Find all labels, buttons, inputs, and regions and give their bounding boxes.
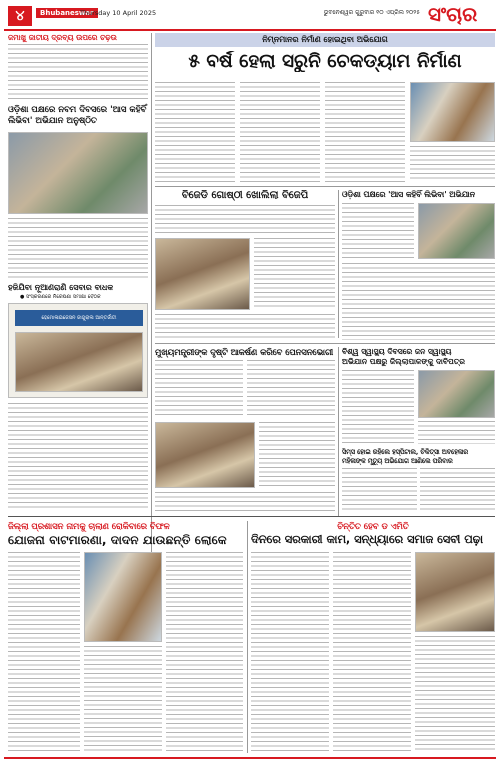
center-body-right	[254, 238, 335, 310]
main-body-col3	[325, 82, 405, 182]
date-english: Thursday 10 April 2025	[80, 9, 157, 17]
right-body-col1	[342, 203, 414, 259]
right-photo-event	[418, 203, 495, 259]
health-body-col1	[342, 370, 414, 444]
header-rule	[4, 29, 496, 31]
main-headline: ୫ ବର୍ଷ ହେଲା ସରୁନି ଚେକଡ୍ୟାମ ନିର୍ମାଣ	[188, 51, 462, 72]
womens-body-col1	[342, 468, 417, 512]
bottom-left-kicker: ଜିଲ୍ଲା ପ୍ରଶାସନ ନାମକୁ ଚାଲାଣ ରୋକିବାରେ ବିଫଳ	[8, 521, 170, 531]
cm-photo	[155, 422, 255, 488]
left-mid2-body	[8, 403, 148, 508]
page-number-box	[8, 6, 32, 26]
center-headline: ବିଜେଡି ଗୋଷ୍ଠୀ ଖୋଲିଲା ବିଜେପି	[181, 190, 309, 201]
left-mid2-subhead: ● ସଂସ୍କରଣରେ ନିରେଷଣା ସମୀକ୍ଷା ବୈଠକ	[20, 294, 101, 300]
bottom-left-photo-bus	[84, 552, 162, 642]
center-body-bottom	[155, 314, 335, 340]
bottom-left-headline: ଯୋଜନା ବାଟମାରଣା, ଦାଦନ ଯାଉଛନ୍ତି ଲୋକେ	[8, 533, 227, 547]
left-top-headline: ଜମାଖୁ ଜାତୀୟ ଦ୍ରବ୍ୟ ଉପରେ ଚଢ଼ଉ	[8, 33, 117, 42]
bottom-left-body-col2	[84, 646, 162, 752]
left-mid2-headline: ହଜିଯିବା ନୂଆଣରାଣି ସେବାର ବାଧକ	[8, 283, 114, 292]
rule-under-main	[155, 186, 495, 187]
page-number: ୪	[15, 8, 25, 24]
column-divider-left	[151, 33, 152, 573]
rule-under-center	[155, 343, 495, 344]
main-kicker-bar	[155, 33, 495, 47]
cm-body-tail	[155, 492, 335, 512]
health-headline-line1: ବିଶ୍ୱ ସ୍ୱାସ୍ଥ୍ୟ ଦିବସରେ ଜନ ସ୍ୱାସ୍ଥ୍ୟ	[342, 347, 452, 356]
column-divider-right	[338, 347, 339, 517]
page-footer-rule	[4, 757, 496, 759]
cm-body-bottom	[259, 422, 335, 488]
womens-headline-line1: ସିମ୍ସ ହୋଇ ରହିଲେ ହସ୍ପିଟାଲ, ଚିକିତ୍ସା ଅବହେଳାର	[342, 449, 468, 456]
cm-body-right	[247, 360, 335, 418]
left-mid2-crowd	[15, 332, 143, 392]
left-mid2-banner	[15, 310, 143, 326]
main-kicker: ନିମ୍ନମାନର ନିର୍ମାଣ ହୋଇଥିବା ଅଭିଯୋଗ	[262, 35, 388, 44]
bottom-right-body-col3	[415, 636, 495, 752]
main-photo-checkdam	[410, 82, 495, 142]
bottom-right-body-col1	[251, 552, 329, 752]
bottom-left-body-col1	[8, 552, 80, 752]
health-photo	[418, 370, 495, 418]
bottom-left-body-col3	[166, 552, 243, 752]
cm-headline: ମୁଖ୍ୟମନ୍ତ୍ରୀଙ୍କ ଦୃଷ୍ଟି ଆକର୍ଷଣ କରିବେ ପେନସନଭୋଗୀ	[155, 347, 334, 357]
left-top-body	[8, 44, 148, 102]
main-body-col2	[240, 82, 320, 182]
bottom-right-headline: ଦିନରେ ସରକାରୀ କାମ, ସନ୍ଧ୍ୟାରେ ସମାଜ ସେବୀ ପଢ଼ା	[251, 533, 484, 546]
left-mid-photo	[8, 132, 148, 214]
health-body-col2	[418, 421, 495, 444]
main-body-col1	[155, 82, 235, 182]
left-mid2-banner-text: ହେମୋଳାଇଜେସନ ଜାଗୁରାଲ ଆନ୍ତର୍ଜାତୀ	[41, 315, 117, 321]
column-divider-center	[338, 190, 339, 338]
left-mid2-photo	[8, 303, 148, 398]
bottom-right-photo-classroom	[415, 552, 495, 632]
main-body-col4	[410, 146, 495, 182]
date-odia: ଭୁବନେଶ୍ୱର ଗୁରୁବାର ୧୦ ଏପ୍ରିଲ ୨୦୨୫	[323, 9, 420, 16]
left-mid-headline	[8, 105, 148, 127]
edition-label: Bhubaneswar	[36, 8, 98, 18]
womens-headline-line2: ମହିଳାଙ୍କ ମୃତ୍ୟୁ ଅଭିଯୋଗ ଆଣିଲେ ପରିବାର	[342, 458, 453, 465]
center-body-top	[155, 205, 335, 235]
center-photo-meeting	[155, 238, 250, 310]
masthead-logo: ସଂଚାର	[428, 2, 478, 26]
rule-above-bottom	[8, 516, 495, 517]
cm-body-left	[155, 360, 243, 418]
left-mid-headline-text: ଓଡ଼ିଶା ପକ୍ଷରେ ନବମ ଦିବସରେ 'ଆସ କହିବିଁ ଲିଭିବା' ଅଭିଯାନ ଅନୁଷ୍ଠିତ	[8, 105, 147, 126]
bottom-right-kicker: ଚିନ୍ତିତ ହେବ ଡ ଏମିତି	[337, 521, 409, 531]
health-headline	[342, 347, 495, 367]
bottom-right-body-col2	[333, 552, 411, 752]
health-headline-line2: ଅଭିଯାନ ପକ୍ଷରୁ ଜିଲ୍ଲାପାଳଙ୍କୁ ଦାବିପତ୍ର	[342, 357, 465, 366]
left-mid-body	[8, 218, 148, 278]
right-headline: ଓଡ଼ିଶା ପକ୍ଷରେ 'ଆସ କହିବିଁ ଲିଭିବା' ଅଭିଯାନ	[342, 190, 476, 199]
column-divider-bottom	[247, 521, 248, 753]
womens-body-col2	[420, 468, 495, 512]
right-body-full	[342, 263, 495, 340]
page-header	[0, 0, 500, 30]
womens-headline	[342, 448, 495, 466]
